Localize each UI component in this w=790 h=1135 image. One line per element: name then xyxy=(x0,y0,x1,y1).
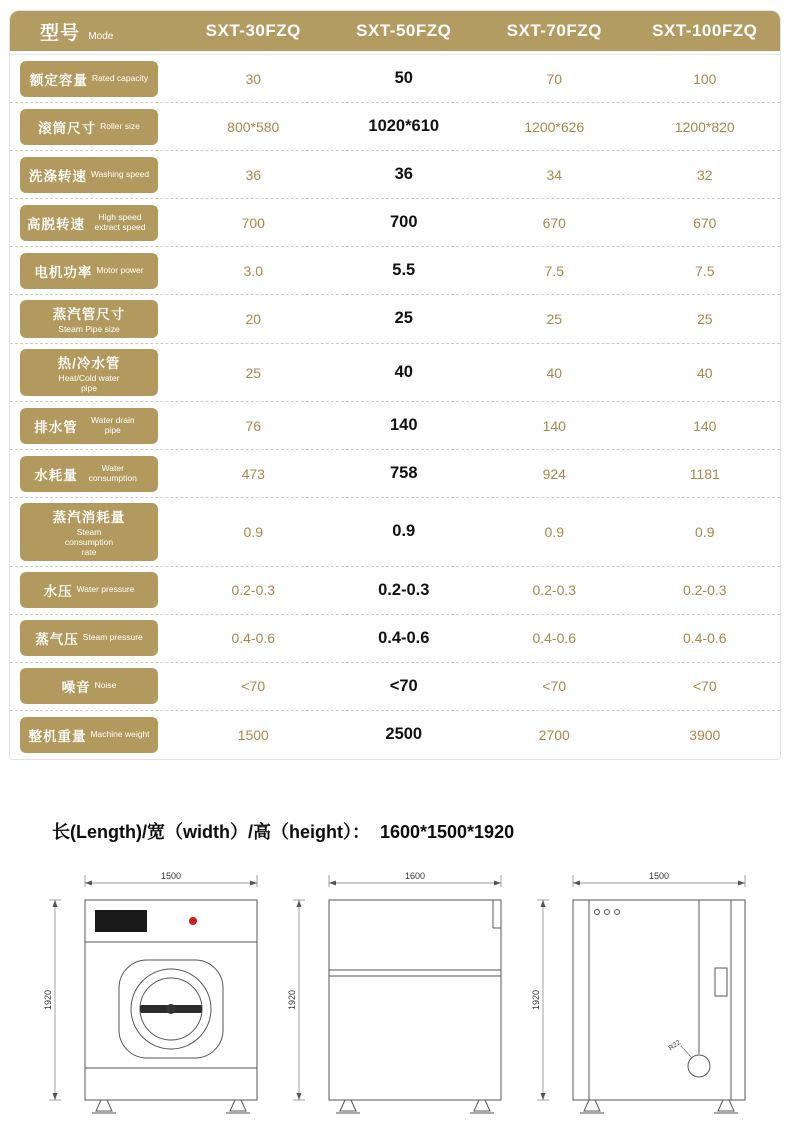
spec-value: 0.9 xyxy=(695,523,715,540)
row-label-badge xyxy=(20,205,158,241)
power-indicator xyxy=(189,917,197,925)
spec-value: 140 xyxy=(693,417,717,434)
spec-value: 40 xyxy=(696,364,713,381)
spec-row xyxy=(10,103,780,151)
row-label-cell xyxy=(10,615,178,661)
model-name-4: SXT-100FZQ xyxy=(652,21,758,40)
spec-value: 100 xyxy=(693,70,717,87)
row-label-badge xyxy=(20,349,158,397)
spec-table xyxy=(9,10,781,760)
side-height-label: 1920 xyxy=(287,989,297,1010)
row-label-en: Water pressure xyxy=(76,584,135,595)
spec-value: 0.2-0.3 xyxy=(532,582,577,599)
spec-row xyxy=(10,295,780,344)
spec-sheet-page xyxy=(0,10,790,1135)
spec-row xyxy=(10,344,780,403)
row-label-badge xyxy=(20,717,158,753)
row-label-cell xyxy=(10,567,178,613)
rear-view-drawing xyxy=(531,870,747,1128)
row-label-cn: 电机功率 xyxy=(34,264,93,280)
spec-row xyxy=(10,711,780,759)
row-label-cn: 蒸汽消耗量 xyxy=(52,510,126,526)
row-label-cn: 洗涤转速 xyxy=(28,168,87,184)
spec-value: 0.9 xyxy=(392,522,416,541)
row-label-en: Steam pressure xyxy=(82,632,143,643)
spec-value: 800*580 xyxy=(227,118,280,135)
row-label-cn: 噪音 xyxy=(61,680,91,696)
row-label-en: Heat/Cold water pipe xyxy=(58,372,120,393)
row-label-en: Water consumption xyxy=(88,463,137,483)
spec-value: 0.2-0.3 xyxy=(231,582,276,599)
row-label-badge xyxy=(20,300,158,338)
spec-value: 7.5 xyxy=(695,262,715,279)
row-label-en: Washing speed xyxy=(90,168,150,179)
row-label-en: Noise xyxy=(94,680,117,691)
spec-value: 5.5 xyxy=(392,261,416,279)
spec-value: 36 xyxy=(245,166,262,183)
spec-value: 1200*626 xyxy=(524,118,585,135)
row-label-cn: 高脱转速 xyxy=(27,216,85,232)
row-label-badge xyxy=(20,408,158,444)
front-view-drawing xyxy=(43,870,259,1128)
spec-value: 670 xyxy=(693,214,717,231)
spec-row xyxy=(10,55,780,103)
spec-row xyxy=(10,151,780,199)
row-label-en: Steam Pipe size xyxy=(58,324,120,334)
spec-row xyxy=(10,615,780,663)
row-label-cn: 蒸汽管尺寸 xyxy=(52,307,126,322)
row-label-en: Roller size xyxy=(100,120,140,131)
spec-value: <70 xyxy=(241,678,266,695)
row-label-cn: 排水管 xyxy=(34,419,78,435)
model-name-3: SXT-70FZQ xyxy=(506,21,602,40)
row-label-en: Water drain pipe xyxy=(90,415,135,435)
row-label-en: Machine weight xyxy=(90,728,150,739)
row-label-cn: 滚筒尺寸 xyxy=(38,120,97,136)
row-label-badge xyxy=(20,456,158,492)
front-width-label: 1500 xyxy=(160,870,182,881)
rear-width-label: 1500 xyxy=(648,870,670,881)
model-header-cn: 型号 xyxy=(40,22,81,44)
row-label-cell xyxy=(10,295,178,343)
spec-row xyxy=(10,567,780,615)
row-label-cell xyxy=(10,104,178,150)
row-label-cell xyxy=(10,152,178,198)
spec-value: 1200*820 xyxy=(674,118,735,135)
spec-value: 0.2-0.3 xyxy=(378,580,430,599)
spec-value: <70 xyxy=(389,676,418,695)
row-label-cell xyxy=(10,712,178,758)
row-label-cell xyxy=(10,403,178,449)
technical-drawings xyxy=(0,870,790,1128)
row-label-badge xyxy=(20,109,158,145)
rear-height-label: 1920 xyxy=(531,989,541,1010)
overall-dimensions-note xyxy=(52,818,790,844)
row-label-en: Motor power xyxy=(96,264,144,275)
spec-value: 0.4-0.6 xyxy=(682,630,727,647)
row-label-cell xyxy=(10,344,178,402)
spec-row xyxy=(10,450,780,498)
row-label-badge xyxy=(20,503,158,560)
drain-port xyxy=(688,1055,710,1077)
spec-value: 32 xyxy=(696,166,713,183)
row-label-en: Rated capacity xyxy=(91,72,149,83)
spec-value: 36 xyxy=(394,165,413,183)
row-label-cell xyxy=(10,663,178,709)
spec-value: 3900 xyxy=(689,726,721,743)
side-width-label: 1600 xyxy=(404,870,426,881)
spec-value: 1500 xyxy=(237,726,269,743)
spec-value: 0.4-0.6 xyxy=(231,630,276,647)
spec-value: 25 xyxy=(394,309,413,328)
spec-value: 3.0 xyxy=(243,262,263,279)
row-label-cell xyxy=(10,200,178,246)
spec-value: 25 xyxy=(546,310,563,327)
spec-value: 700 xyxy=(389,213,418,231)
spec-value: 0.9 xyxy=(544,523,564,540)
label-plate xyxy=(715,968,727,996)
model-name-1: SXT-30FZQ xyxy=(205,21,301,40)
spec-row xyxy=(10,402,780,450)
spec-value: <70 xyxy=(542,678,567,695)
row-label-en: Steam consumption rate xyxy=(64,527,114,557)
control-display xyxy=(95,910,147,932)
spec-value: 473 xyxy=(241,465,265,482)
spec-value: 0.9 xyxy=(243,523,263,540)
table-body xyxy=(10,54,780,759)
spec-value: 1020*610 xyxy=(368,117,440,135)
row-label-en: High speed extract speed xyxy=(94,211,146,232)
spec-value: 2500 xyxy=(385,725,423,744)
spec-value: 0.4-0.6 xyxy=(378,628,430,647)
spec-value: 924 xyxy=(542,465,566,482)
row-label-cn: 水压 xyxy=(43,584,73,600)
row-label-badge xyxy=(20,253,158,289)
spec-value: 7.5 xyxy=(544,262,564,279)
spec-value: 1181 xyxy=(689,465,720,482)
row-label-cell xyxy=(10,498,178,565)
row-label-badge xyxy=(20,620,158,656)
spec-value: 0.4-0.6 xyxy=(532,630,577,647)
spec-value: 140 xyxy=(542,417,566,434)
spec-value: 20 xyxy=(245,310,262,327)
spec-value: 700 xyxy=(241,214,265,231)
row-label-cell xyxy=(10,248,178,294)
row-label-cn: 热/冷水管 xyxy=(57,355,121,371)
row-label-cn: 蒸气压 xyxy=(35,632,79,648)
spec-value: 76 xyxy=(245,417,262,434)
spec-value: 25 xyxy=(696,310,713,327)
spec-value: 34 xyxy=(546,166,563,183)
drain-annotation: R22 xyxy=(667,1038,683,1052)
spec-row xyxy=(10,663,780,711)
spec-value: 758 xyxy=(389,464,418,483)
dims-label: 长(Length)/宽（width）/高（height）： xyxy=(52,821,370,842)
spec-value: 40 xyxy=(546,364,563,381)
spec-row xyxy=(10,199,780,247)
row-label-badge xyxy=(20,61,158,97)
spec-value: 40 xyxy=(394,363,413,382)
row-label-cell xyxy=(10,451,178,497)
model-name-2: SXT-50FZQ xyxy=(356,21,452,40)
model-column-header xyxy=(10,18,178,45)
spec-row xyxy=(10,498,780,566)
spec-value: 670 xyxy=(542,214,566,231)
spec-value: 70 xyxy=(546,70,563,87)
spec-value: 30 xyxy=(245,70,262,87)
spec-value: 25 xyxy=(245,364,262,381)
row-label-badge xyxy=(20,572,158,608)
spec-row xyxy=(10,247,780,295)
row-label-cn: 水耗量 xyxy=(34,467,78,483)
dims-value: 1600*1500*1920 xyxy=(379,821,515,842)
spec-value: 0.2-0.3 xyxy=(682,582,727,599)
side-view-drawing xyxy=(287,870,503,1128)
spec-value: 2700 xyxy=(538,726,570,743)
model-header-en: Mode xyxy=(88,30,114,42)
row-label-cn: 整机重量 xyxy=(28,728,87,744)
row-label-badge xyxy=(20,157,158,193)
spec-value: 50 xyxy=(394,69,413,87)
front-height-label: 1920 xyxy=(43,989,53,1010)
spec-value: <70 xyxy=(692,678,717,695)
row-label-cn: 额定容量 xyxy=(29,72,88,88)
spec-value: 140 xyxy=(389,416,418,435)
table-header xyxy=(10,11,780,51)
row-label-badge xyxy=(20,668,158,704)
row-label-cell xyxy=(10,56,178,102)
